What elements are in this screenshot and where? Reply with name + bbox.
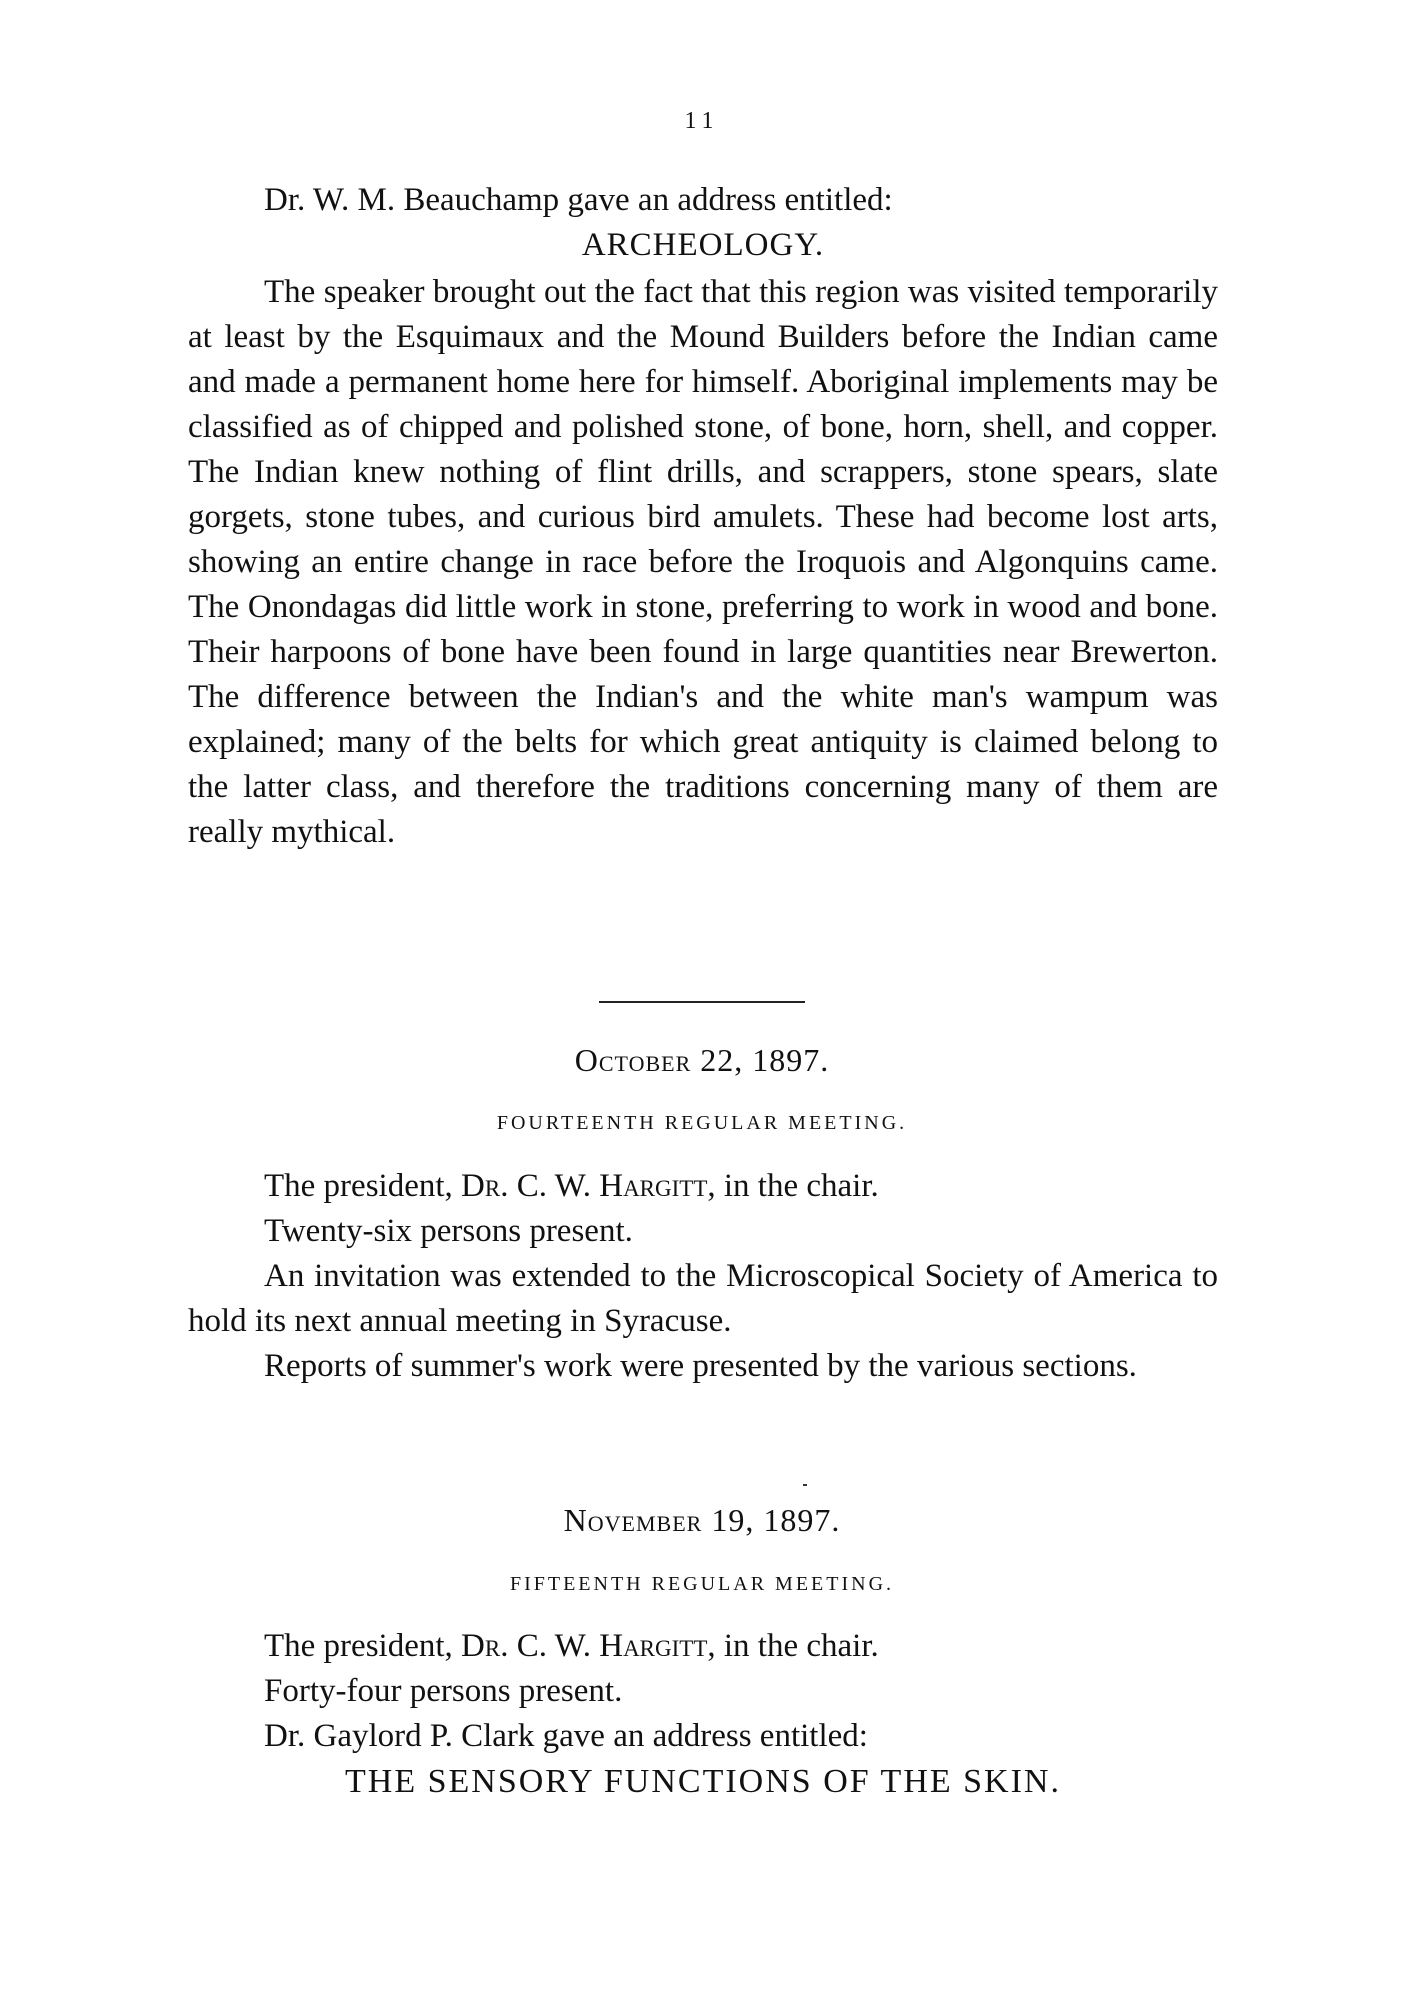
meeting-15-date: November 19, 1897.	[563, 1502, 841, 1538]
meeting-15-chair	[188, 1624, 1218, 1669]
page-number: 11	[684, 108, 720, 134]
meeting-14-chair	[188, 1164, 1218, 1209]
meeting-14-minutes	[188, 1164, 1218, 1389]
address-intro: Dr. W. M. Beauchamp gave an address entitled:	[264, 182, 893, 218]
chair-prefix: The president,	[264, 1628, 462, 1664]
meeting-15-minutes	[188, 1624, 1218, 1804]
meeting-15-heading: FIFTEENTH REGULAR MEETING.	[509, 1573, 895, 1595]
president-name: Dr. C. W. Hargitt	[461, 1628, 708, 1664]
president-name: Dr. C. W. Hargitt	[461, 1168, 708, 1204]
chair-suffix: , in the chair.	[707, 1628, 879, 1664]
archeology-section	[188, 178, 1218, 855]
meeting-14-heading: FOURTEENTH REGULAR MEETING.	[496, 1112, 908, 1134]
meeting-14-attendance: Twenty-six persons present.	[264, 1213, 633, 1249]
chair-suffix: , in the chair.	[707, 1168, 879, 1204]
meeting-14-date: October 22, 1897.	[574, 1042, 830, 1078]
section-divider	[599, 1001, 805, 1003]
archeology-summary: The speaker brought out the fact that this region was visited temporarily at least by the Esquimaux and the Mound Builders before the Indian came and made a permanent home here for himself. Aboriginal implements may be classified as of chipped and polished stone, of bone, horn, shell, and copper. The Indian knew nothing of flint drills, and scrappers, stone spears, slate gorgets, stone tubes, and curious bird amulets. These had become lost arts, showing an entire change in race before the Iroquois and Algonquins came. The Onondagas did little work in stone, preferring to work in wood and bone. Their harpoons of bone have been found in large quantities near Brewerton. The difference between the Indian's and the white man's wampum was explained; many of the belts for which great antiquity is claimed belong to the latter class, and therefore the traditions concerning many of them are really mythical.	[188, 274, 1218, 850]
address-title-archeology: ARCHEOLOGY.	[581, 227, 825, 263]
meeting-15-attendance: Forty-four persons present.	[264, 1673, 623, 1709]
address-title-skin: THE SENSORY FUNCTIONS OF THE SKIN.	[345, 1763, 1061, 1800]
meeting-14-reports: Reports of summer's work were presented by the various sections.	[264, 1348, 1137, 1384]
chair-prefix: The president,	[264, 1168, 462, 1204]
meeting-14-invitation: An invitation was extended to the Microscopical Society of America to hold its next annual meeting in Syracuse.	[188, 1258, 1218, 1339]
stray-mark	[803, 1484, 807, 1486]
meeting-15-address-intro: Dr. Gaylord P. Clark gave an address entitled:	[264, 1718, 868, 1754]
